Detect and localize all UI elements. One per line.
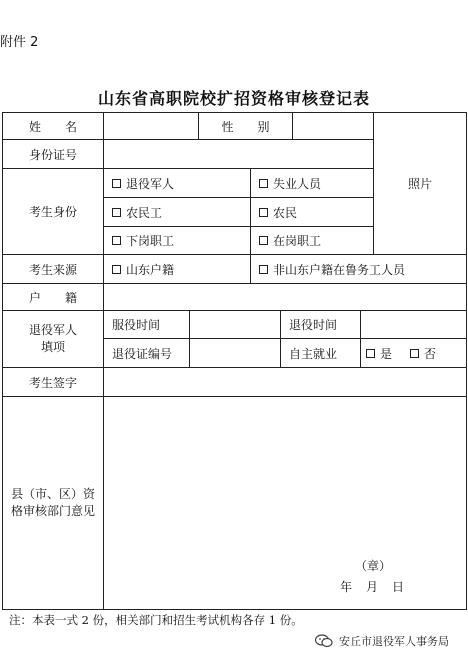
identity-option-label: 农民工 (126, 205, 163, 220)
household-label: 户 籍 (28, 290, 77, 305)
source-option-label: 山东户籍 (126, 262, 175, 277)
checkbox-icon (112, 179, 121, 188)
identity-option-farmer[interactable] (251, 198, 373, 226)
checkbox-icon (366, 349, 375, 358)
watermark (315, 633, 449, 649)
yes-label: 是 (380, 346, 393, 361)
checkbox-icon (259, 236, 268, 245)
identity-option-laid-off[interactable] (104, 227, 250, 254)
signature-label: 考生签字 (28, 375, 77, 390)
self-employed-no[interactable] (410, 345, 436, 362)
identity-option-unemployed[interactable] (251, 169, 373, 197)
source-option-shandong[interactable] (104, 255, 250, 283)
checkbox-icon (259, 208, 268, 217)
checkbox-icon (112, 208, 121, 217)
identity-option-label: 在岗职工 (273, 234, 322, 248)
date-label: 年 月 日 (340, 580, 406, 594)
footnote: 注：本表一式 2 份，相关部门和招生考试机构各存 1 份。 (9, 613, 303, 627)
gender-field[interactable] (293, 113, 373, 139)
no-label: 否 (424, 346, 437, 361)
wechat-icon (315, 634, 333, 648)
discharge-cert-label: 退役证编号 (112, 346, 173, 361)
gender-label: 性 别 (221, 119, 270, 134)
signature-field[interactable] (104, 368, 466, 396)
service-time-label: 服役时间 (112, 318, 161, 332)
county-review-label: 县（市、区）资格审核部门意见 (10, 487, 95, 518)
checkbox-icon (410, 349, 419, 358)
identity-label: 考生身份 (28, 205, 77, 219)
attachment-label: 附件 2 (0, 35, 39, 50)
household-field[interactable] (104, 284, 466, 310)
discharge-cert-field[interactable] (190, 339, 280, 367)
identity-option-migrant-worker[interactable] (104, 198, 250, 226)
self-employed-options (361, 339, 466, 367)
self-employed-yes[interactable] (366, 345, 392, 362)
id-number-field[interactable] (104, 140, 373, 168)
identity-option-label: 农民 (273, 205, 298, 220)
source-option-label: 非山东户籍在鲁务工人员 (273, 262, 406, 277)
photo-area[interactable] (374, 113, 466, 254)
photo-label: 照片 (407, 177, 432, 191)
name-label: 姓 名 (28, 119, 77, 134)
checkbox-icon (259, 265, 268, 274)
discharge-time-field[interactable] (361, 311, 466, 338)
identity-option-employed[interactable] (251, 227, 373, 254)
checkbox-icon (259, 179, 268, 188)
seal-label: （章） (355, 559, 392, 573)
form-title: 山东省高职院校扩招资格审核登记表 (97, 89, 370, 108)
self-employed-label: 自主就业 (289, 346, 338, 361)
name-field[interactable] (104, 113, 198, 139)
checkbox-icon (112, 236, 121, 245)
source-option-non-shandong[interactable] (251, 255, 466, 283)
identity-option-label: 退役军人 (126, 176, 175, 191)
source-label: 考生来源 (28, 262, 77, 277)
veteran-section-label: 退役军人 填项 (28, 323, 77, 354)
service-time-field[interactable] (190, 311, 280, 338)
identity-option-label: 下岗职工 (126, 234, 175, 248)
county-review-field[interactable] (104, 397, 466, 609)
identity-option-label: 失业人员 (273, 176, 322, 191)
checkbox-icon (112, 265, 121, 274)
discharge-time-label: 退役时间 (289, 318, 338, 332)
watermark-text: 安丘市退役军人事务局 (339, 635, 449, 648)
identity-option-veteran[interactable] (104, 169, 250, 197)
id-number-label: 身份证号 (28, 147, 77, 162)
